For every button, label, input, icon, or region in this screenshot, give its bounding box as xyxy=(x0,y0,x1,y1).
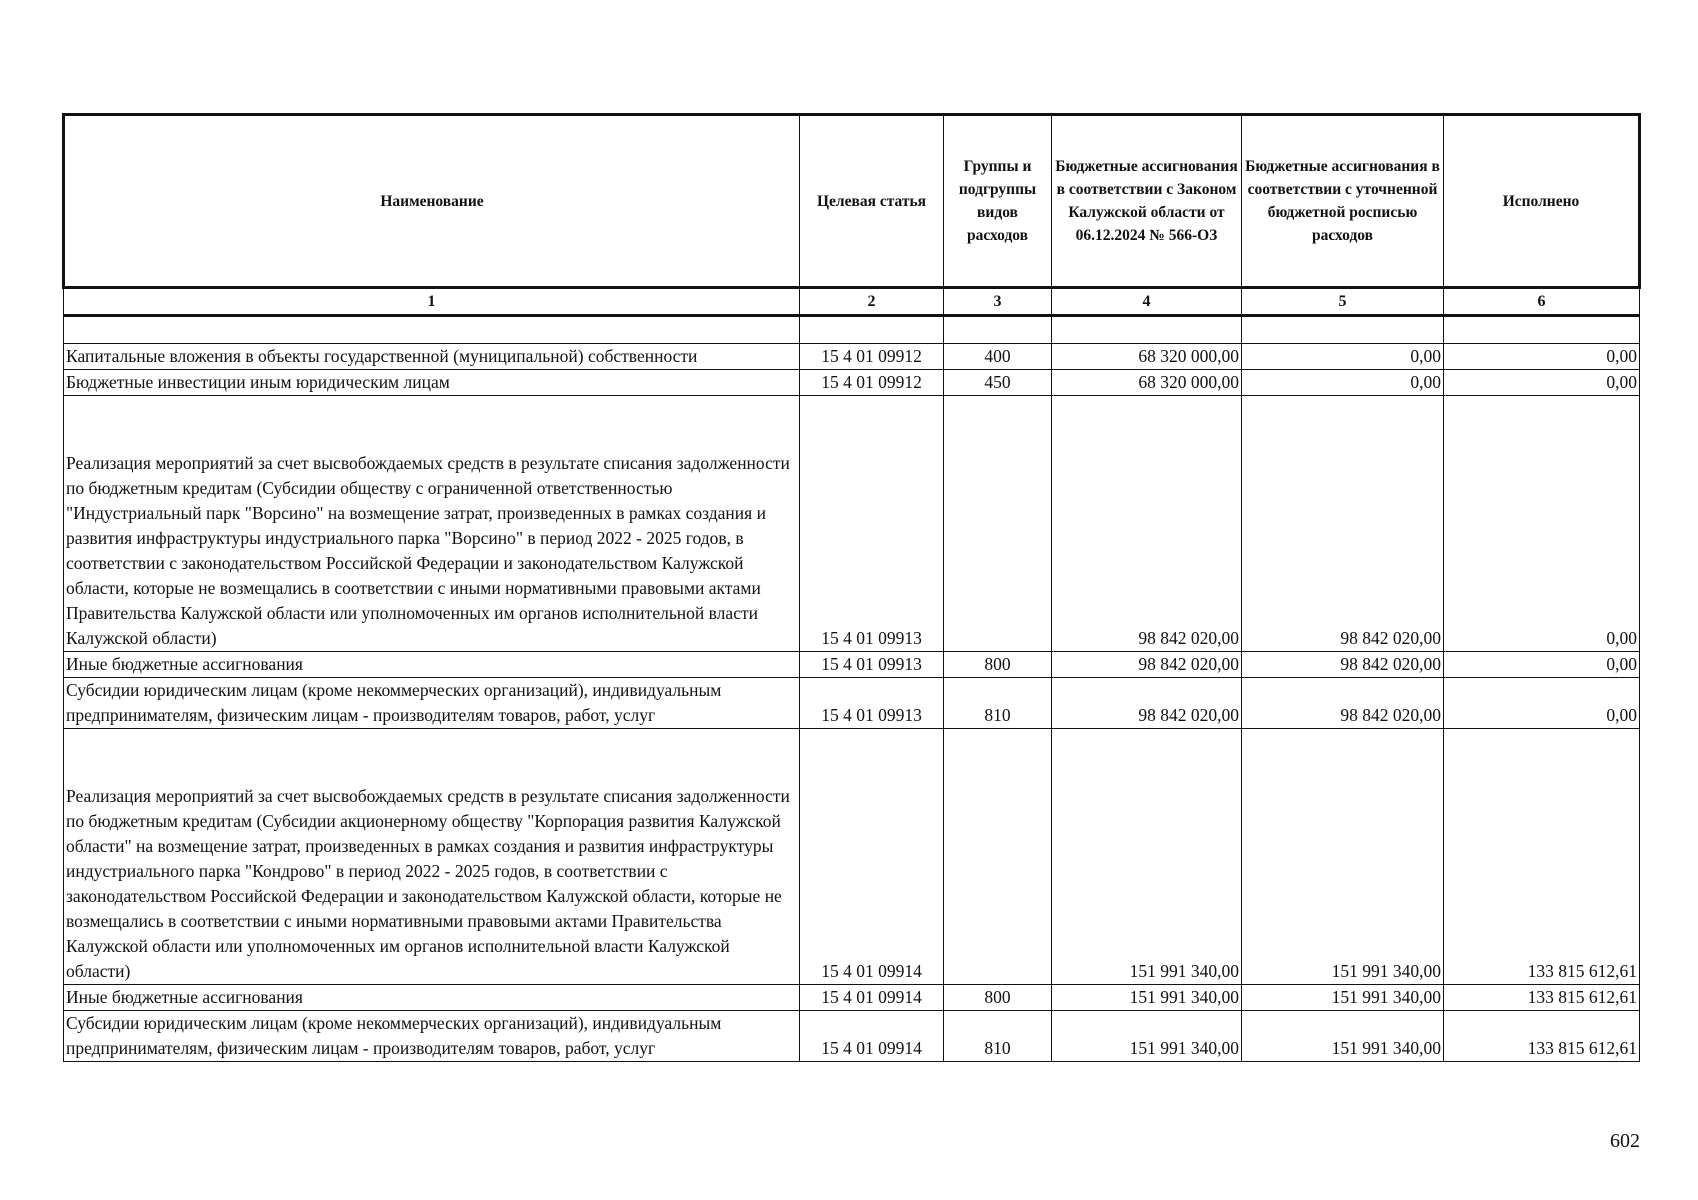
row-executed-amount: 0,00 xyxy=(1444,344,1640,370)
header-row xyxy=(64,115,1640,288)
row-refined-amount: 0,00 xyxy=(1242,370,1444,396)
row-refined-amount: 98 842 020,00 xyxy=(1242,652,1444,678)
row-refined-amount: 151 991 340,00 xyxy=(1242,985,1444,1011)
row-name: Капитальные вложения в объекты государственной (муниципальной) собственности xyxy=(64,344,800,370)
row-expense-group: 450 xyxy=(944,370,1052,396)
row-law-amount: 98 842 020,00 xyxy=(1052,678,1242,729)
header-executed: Исполнено xyxy=(1444,115,1640,288)
column-number-row xyxy=(64,288,1640,316)
table-row xyxy=(64,396,1640,652)
table-row xyxy=(64,678,1640,729)
row-target-article: 15 4 01 09914 xyxy=(800,985,944,1011)
row-law-amount: 68 320 000,00 xyxy=(1052,370,1242,396)
row-law-amount: 98 842 020,00 xyxy=(1052,652,1242,678)
row-law-amount: 98 842 020,00 xyxy=(1052,396,1242,652)
row-name: Субсидии юридическим лицам (кроме некоммерческих организаций), индивидуальным предпринимателям, физическим лицам - производителям товаров, работ, услуг xyxy=(64,1011,800,1062)
table-row xyxy=(64,652,1640,678)
row-expense-group: 800 xyxy=(944,985,1052,1011)
row-expense-group xyxy=(944,396,1052,652)
row-refined-amount: 98 842 020,00 xyxy=(1242,396,1444,652)
table-row xyxy=(64,729,1640,985)
header-expense-groups: Группы и подгруппы видов расходов xyxy=(944,115,1052,288)
row-name: Реализация мероприятий за счет высвобождаемых средств в результате списания задолженности по бюджетным кредитам (Субсидии акционерному обществу "Корпорация развития Калужской области" на возмещение затрат, произведенных в рамках создания и развития инфраструктуры индустриального парка "Кондрово" в период 2022 - 2025 годов, в соответствии с законодательством Российской Федерации и законодательством Калужской области, которые не возмещались в соответствии с иными нормативными правовыми актами Правительства Калужской области или уполномоченных им органов исполнительной власти Калужской области) xyxy=(64,729,800,985)
row-target-article: 15 4 01 09913 xyxy=(800,652,944,678)
row-target-article: 15 4 01 09914 xyxy=(800,1011,944,1062)
row-law-amount: 68 320 000,00 xyxy=(1052,344,1242,370)
budget-table xyxy=(62,113,1641,1062)
row-law-amount: 151 991 340,00 xyxy=(1052,985,1242,1011)
column-number: 3 xyxy=(944,288,1052,316)
table-row xyxy=(64,370,1640,396)
row-name: Иные бюджетные ассигнования xyxy=(64,985,800,1011)
row-executed-amount: 0,00 xyxy=(1444,678,1640,729)
header-target-article: Целевая статья xyxy=(800,115,944,288)
table-row xyxy=(64,985,1640,1011)
column-number: 2 xyxy=(800,288,944,316)
row-name: Реализация мероприятий за счет высвобождаемых средств в результате списания задолженности по бюджетным кредитам (Субсидии обществу с ограниченной ответственностью "Индустриальный парк "Ворсино" на возмещение затрат, произведенных в рамках создания и развития инфраструктуры индустриального парка "Ворсино" в период 2022 - 2025 годов, в соответствии с законодательством Российской Федерации и законодательством Калужской области, которые не возмещались в соответствии с иными нормативными правовыми актами Правительства Калужской области или уполномоченных им органов исполнительной власти Калужской области) xyxy=(64,396,800,652)
row-expense-group: 400 xyxy=(944,344,1052,370)
spacer-row xyxy=(64,316,1640,344)
row-expense-group: 810 xyxy=(944,678,1052,729)
row-law-amount: 151 991 340,00 xyxy=(1052,1011,1242,1062)
header-law-allocations: Бюджетные ассигнования в соответствии с Законом Калужской области от 06.12.2024 № 566-ОЗ xyxy=(1052,115,1242,288)
row-executed-amount: 0,00 xyxy=(1444,370,1640,396)
page-number: 602 xyxy=(1610,1130,1640,1152)
row-executed-amount: 0,00 xyxy=(1444,396,1640,652)
column-number: 5 xyxy=(1242,288,1444,316)
row-target-article: 15 4 01 09912 xyxy=(800,370,944,396)
row-executed-amount: 133 815 612,61 xyxy=(1444,985,1640,1011)
row-name: Иные бюджетные ассигнования xyxy=(64,652,800,678)
row-executed-amount: 133 815 612,61 xyxy=(1444,729,1640,985)
row-law-amount: 151 991 340,00 xyxy=(1052,729,1242,985)
row-executed-amount: 0,00 xyxy=(1444,652,1640,678)
table-row xyxy=(64,1011,1640,1062)
row-target-article: 15 4 01 09913 xyxy=(800,396,944,652)
row-expense-group xyxy=(944,729,1052,985)
row-refined-amount: 0,00 xyxy=(1242,344,1444,370)
column-number: 6 xyxy=(1444,288,1640,316)
row-name: Субсидии юридическим лицам (кроме некоммерческих организаций), индивидуальным предпринимателям, физическим лицам - производителям товаров, работ, услуг xyxy=(64,678,800,729)
header-name: Наименование xyxy=(64,115,800,288)
row-executed-amount: 133 815 612,61 xyxy=(1444,1011,1640,1062)
row-expense-group: 810 xyxy=(944,1011,1052,1062)
row-refined-amount: 98 842 020,00 xyxy=(1242,678,1444,729)
table-row xyxy=(64,344,1640,370)
header-refined-allocations: Бюджетные ассигнования в соответствии с уточненной бюджетной росписью расходов xyxy=(1242,115,1444,288)
row-refined-amount: 151 991 340,00 xyxy=(1242,729,1444,985)
column-number: 1 xyxy=(64,288,800,316)
column-number: 4 xyxy=(1052,288,1242,316)
row-name: Бюджетные инвестиции иным юридическим лицам xyxy=(64,370,800,396)
row-target-article: 15 4 01 09914 xyxy=(800,729,944,985)
row-target-article: 15 4 01 09913 xyxy=(800,678,944,729)
row-refined-amount: 151 991 340,00 xyxy=(1242,1011,1444,1062)
row-expense-group: 800 xyxy=(944,652,1052,678)
row-target-article: 15 4 01 09912 xyxy=(800,344,944,370)
